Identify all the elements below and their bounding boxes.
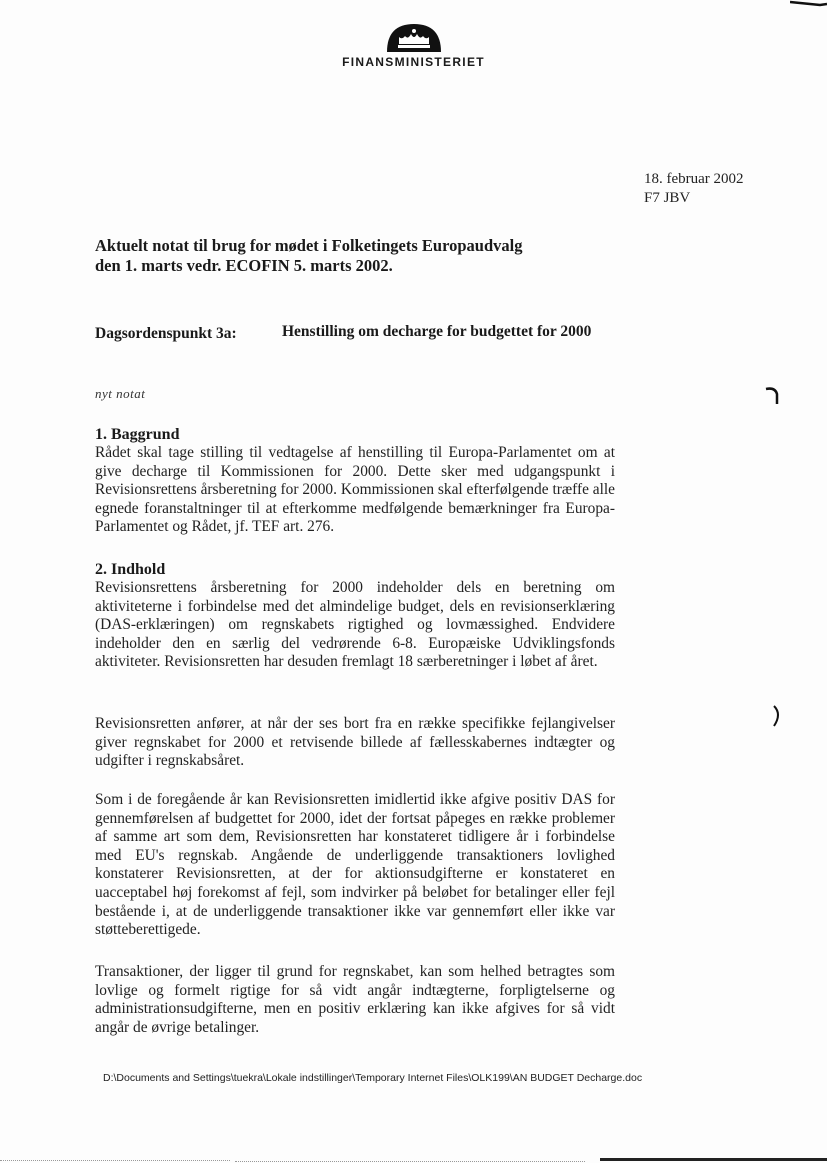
scan-edge-line [0,1160,230,1161]
title-line-1: Aktuelt notat til brug for mødet i Folketingets Europaudvalg [95,236,523,255]
paragraph: Rådet skal tage stilling til vedtagelse af henstilling til Europa-Parlamentet om at give decharge til Kommissionen for 2000. Dette sker med udgangspunkt i Revisionsrettens årsberetning for 2000. Kommissionen skal efterfølgende træffe alle egnede foranstaltninger til at efterkomme medfølgende bemærkninger fra Europa-Parlamentet og Rådet, jf. TEF art. 276. [95,444,615,536]
title-line-2: den 1. marts vedr. ECOFIN 5. marts 2002. [95,256,393,275]
note-tag: nyt notat [95,386,146,401]
page-title [95,236,655,276]
paragraph: Transaktioner, der ligger til grund for regnskabet, kan som helhed betragtes som lovlige og formelt rigtige for så vidt angår indtægterne, forpligtelserne og administrationsudgifterne, men en positiv erklæring kan ikke afgives for så vidt angår de øvrige betalinger. [95,963,615,1036]
footer-file-path: D:\Documents and Settings\tuekra\Lokale indstillinger\Temporary Internet Files\OLK199\AN BUDGET Decharge.doc [103,1072,643,1084]
document-reference: F7 JBV [644,190,691,206]
section-heading-indhold: 2. Indhold [95,561,166,578]
document-meta [644,170,744,208]
scan-edge-line [235,1161,585,1162]
paragraph: Revisionsrettens årsberetning for 2000 indeholder dels en beretning om aktiviteterne i forbindelse med det almindelige budget, dels en revisionserklæring (DAS-erklæringen) om regnskabets rigtighed og lovmæssighed. Endvidere indeholder den en særlig del vedrørende 6-8. Europæiske Udviklingsfonds aktiviteter. Revisionsretten har desuden fremlagt 18 særberetninger i løbet af året. [95,579,615,671]
organization-name: FINANSMINISTERIET [342,55,485,69]
scan-mark-icon [770,704,784,728]
agenda-label: Dagsordenspunkt 3a: [95,325,237,342]
scan-mark-icon [765,386,781,406]
crown-logo-icon [383,22,445,54]
scan-mark-icon [790,0,827,8]
agenda-text: Henstilling om decharge for budgettet for 2000 [282,323,592,340]
document-date: 18. februar 2002 [644,171,744,187]
paragraph: Som i de foregående år kan Revisionsretten imidlertid ikke afgive positiv DAS for gennemførelsen af budgettet for 2000, idet der fortsat påpeges en række problemer af samme art som dem, Revisionsretten har konstateret tidligere år i forbindelse med EU's regnskab. Angående de underliggende transaktioners lovlighed konstaterer Revisionsretten, at der for aktionsudgifterne er konstateret en uacceptabel høj forekomst af fejl, som indvirker på beløbet for betalinger eller fejl bestående i, at de underliggende transaktioner ikke var gennemført eller ikke var støtteberettigede. [95,791,615,939]
paragraph: Revisionsretten anfører, at når der ses bort fra en række specifikke fejlangivelser giver regnskabet for 2000 et retvisende billede af fællesskabernes indtægter og udgifter i regnskabsåret. [95,715,615,770]
section-heading-baggrund: 1. Baggrund [95,426,180,443]
scan-edge-line [600,1158,827,1161]
